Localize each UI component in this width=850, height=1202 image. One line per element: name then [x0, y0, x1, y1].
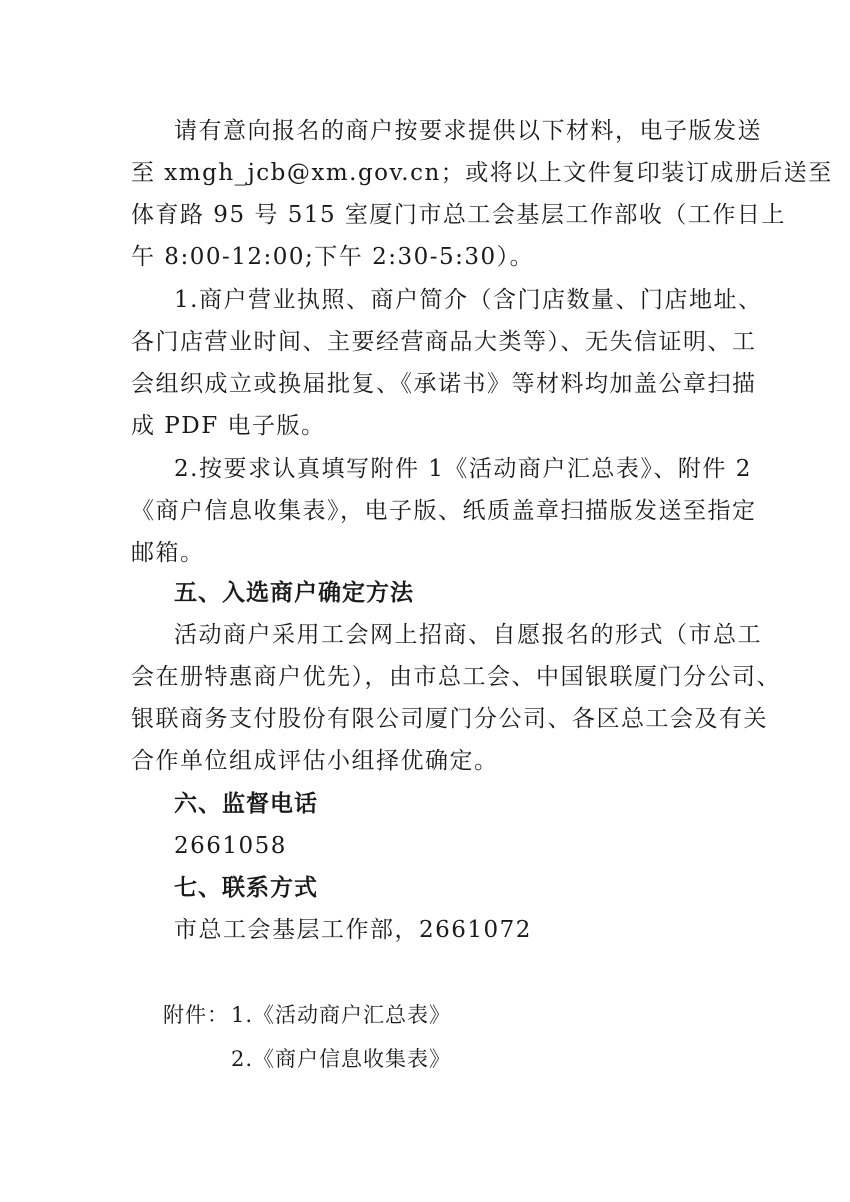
item2-line-3: 邮箱。	[131, 540, 205, 566]
item2-line-1: 2.按要求认真填写附件 1《活动商户汇总表》、附件 2	[174, 456, 752, 482]
intro-line-4: 午 8:00-12:00;下午 2:30-5:30）。	[131, 244, 535, 270]
item1-line-1: 1.商户营业执照、商户简介（含门店数量、门店地址、	[174, 287, 763, 313]
section7-heading: 七、联系方式	[174, 875, 318, 901]
supervision-phone: 2661058	[174, 833, 287, 859]
attachment-item-2: 2.《商户信息收集表》	[231, 1047, 452, 1071]
intro-line-1: 请有意向报名的商户按要求提供以下材料，电子版发送	[174, 118, 762, 144]
section5-line-3: 银联商务支付股份有限公司厦门分公司、各区总工会及有关	[131, 706, 768, 732]
attachment-item-1: 1.《活动商户汇总表》	[231, 1003, 452, 1027]
contact-info: 市总工会基层工作部，2661072	[174, 917, 532, 943]
section5-line-1: 活动商户采用工会网上招商、自愿报名的形式（市总工	[174, 622, 762, 648]
attachments-label: 附件：	[163, 1003, 229, 1027]
item1-line-4: 成 PDF 电子版。	[131, 413, 326, 439]
item1-line-3: 会组织成立或换届批复、《承诺书》等材料均加盖公章扫描	[131, 371, 757, 397]
section5-heading: 五、入选商户确定方法	[174, 580, 414, 606]
section5-line-4: 合作单位组成评估小组择优确定。	[131, 748, 499, 774]
section6-heading: 六、监督电话	[174, 791, 318, 817]
item2-line-2: 《商户信息收集表》，电子版、纸质盖章扫描版发送至指定	[131, 498, 757, 524]
section5-line-2: 会在册特惠商户优先），由市总工会、中国银联厦门分公司、	[131, 664, 781, 690]
intro-line-3: 体育路 95 号 515 室厦门市总工会基层工作部收（工作日上	[131, 202, 786, 228]
intro-line-2: 至 xmgh_jcb@xm.gov.cn；或将以上文件复印装订成册后送至	[131, 160, 833, 186]
item1-line-2: 各门店营业时间、主要经营商品大类等）、无失信证明、工	[131, 329, 757, 355]
